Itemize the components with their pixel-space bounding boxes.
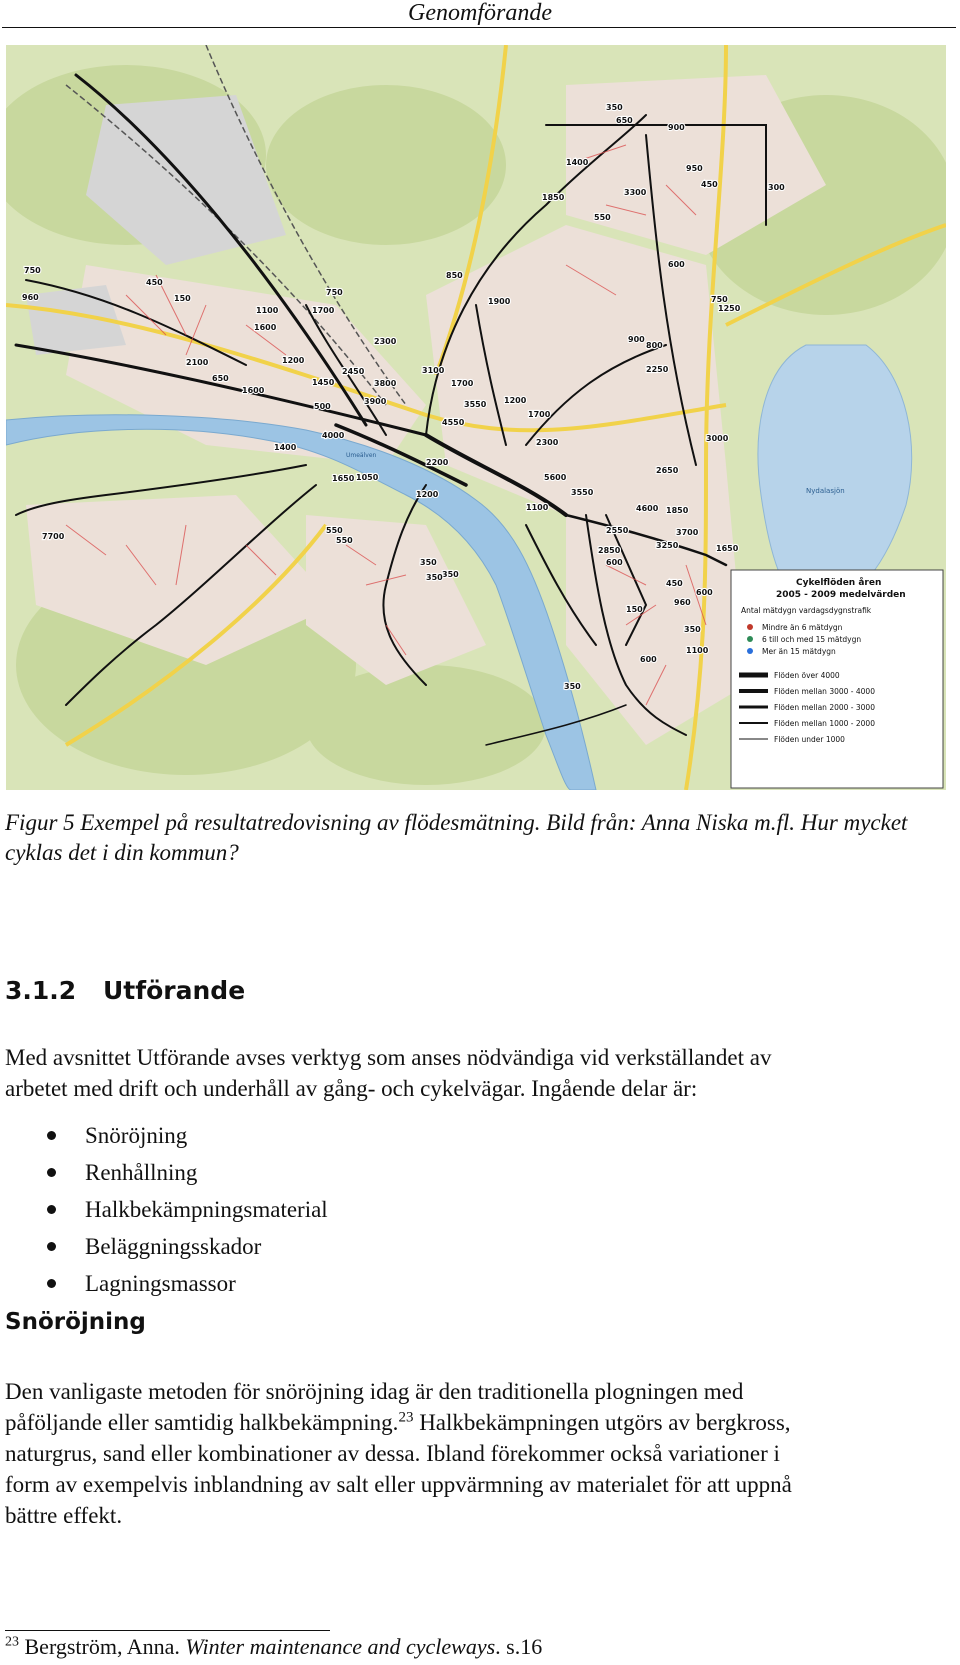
flow-count-label: 1700 — [451, 379, 474, 388]
flow-count-label: 1200 — [282, 356, 305, 365]
flow-count-label: 3700 — [676, 528, 699, 537]
flow-count-label: 2850 — [598, 546, 621, 555]
legend-line-label: Flöden mellan 2000 - 3000 — [774, 703, 875, 712]
flow-count-label: 550 — [336, 536, 353, 545]
legend-line-label: Flöden mellan 3000 - 4000 — [774, 687, 875, 696]
flow-count-label: 550 — [326, 526, 343, 535]
bullet-text: Snöröjning — [85, 1123, 188, 1148]
section-heading — [5, 976, 245, 1006]
flow-count-label: 3300 — [624, 188, 647, 197]
flow-count-label: 650 — [212, 374, 229, 383]
paragraph-text: Halkbekämpningen utgörs av bergkross, — [413, 1410, 791, 1435]
paragraph-text: påföljande eller samtidig halkbekämpning. — [5, 1410, 399, 1435]
flow-count-label: 2300 — [374, 337, 397, 346]
flow-count-label: 3900 — [364, 397, 387, 406]
flow-count-label: 650 — [616, 116, 633, 125]
flow-count-label: 850 — [446, 271, 463, 280]
legend-point-blue — [747, 648, 753, 654]
flow-count-label: 2450 — [342, 367, 365, 376]
flow-count-label: 600 — [606, 558, 623, 567]
footnote-number: 23 — [5, 1634, 19, 1650]
lake-label: Nydalasjön — [806, 487, 845, 495]
figure-caption — [5, 808, 935, 868]
bullet-text: Lagningsmassor — [85, 1271, 236, 1296]
flow-count-label: 150 — [174, 294, 191, 303]
flow-count-label: 300 — [768, 183, 785, 192]
intro-paragraph — [5, 1042, 935, 1104]
flow-count-label: 1400 — [566, 158, 589, 167]
flow-count-label: 1600 — [254, 323, 277, 332]
flow-count-label: 350 — [606, 103, 623, 112]
flow-count-label: 1100 — [686, 646, 709, 655]
flow-count-label: 600 — [640, 655, 657, 664]
legend-line-label: Flöden under 1000 — [774, 735, 845, 744]
flow-count-label: 2200 — [426, 458, 449, 467]
paragraph-line: Den vanligaste metoden för snöröjning idag är den traditionella plogningen med — [5, 1379, 744, 1404]
bullet-dot-icon — [47, 1279, 56, 1288]
bullet-item — [0, 1265, 600, 1302]
bullet-dot-icon — [47, 1242, 56, 1251]
bullet-text: Halkbekämpningsmaterial — [85, 1197, 328, 1222]
flow-count-label: 350 — [564, 682, 581, 691]
paragraph-line: Med avsnittet Utförande avses verktyg som anses nödvändiga vid verkställandet av — [5, 1045, 772, 1070]
caption-line-2: cyklas det i din kommun? — [5, 840, 239, 865]
flow-count-label: 450 — [701, 180, 718, 189]
snow-clearing-paragraph — [5, 1376, 935, 1531]
legend-point-label: 6 till och med 15 mätdygn — [762, 635, 862, 644]
flow-count-label: 900 — [668, 123, 685, 132]
flow-count-label: 550 — [594, 213, 611, 222]
legend-title-1: Cykelflöden åren — [796, 578, 882, 588]
flow-count-label: 3800 — [374, 379, 397, 388]
flow-count-label: 600 — [696, 588, 713, 597]
flow-count-label: 900 — [628, 335, 645, 344]
flow-count-label: 350 — [684, 625, 701, 634]
flow-count-label: 500 — [314, 402, 331, 411]
flow-count-label: 4600 — [636, 504, 659, 513]
flow-count-label: 1650 — [332, 474, 355, 483]
paragraph-line: form av exempelvis inblandning av salt eller uppvärmning av materialet för att uppnå — [5, 1472, 792, 1497]
legend-point-red — [747, 624, 753, 630]
flow-count-label: 1600 — [242, 386, 265, 395]
flow-count-label: 800 — [646, 341, 663, 350]
bullet-dot-icon — [47, 1205, 56, 1214]
bullet-text: Renhållning — [85, 1160, 198, 1185]
flow-count-label: 3250 — [656, 541, 679, 550]
bullet-item — [0, 1228, 600, 1265]
section-number: 3.1.2 — [5, 976, 77, 1005]
flow-count-label: 750 — [24, 266, 41, 275]
flow-count-label: 2550 — [606, 526, 629, 535]
flow-count-label: 450 — [146, 278, 163, 287]
flow-count-label: 350 — [426, 573, 443, 582]
flow-count-label: 2300 — [536, 438, 559, 447]
flow-count-label: 1850 — [542, 193, 565, 202]
paragraph-line: bättre effekt. — [5, 1503, 123, 1528]
footnote-suffix: . s.16 — [495, 1634, 543, 1659]
legend-line-label: Flöden mellan 1000 - 2000 — [774, 719, 875, 728]
footnote-reference[interactable]: 23 — [398, 1409, 414, 1426]
flow-count-label: 1200 — [416, 490, 439, 499]
flow-count-label: 350 — [420, 558, 437, 567]
legend-line-label: Flöden över 4000 — [774, 671, 840, 680]
paragraph-line: arbetet med drift och underhåll av gång- och cykelvägar. Ingående delar är: — [5, 1076, 698, 1101]
flow-count-label: 1200 — [504, 396, 527, 405]
flow-count-label: 1100 — [256, 306, 279, 315]
header-rule — [2, 27, 956, 28]
paragraph-line — [5, 1407, 935, 1438]
flow-count-label: 960 — [674, 598, 691, 607]
flow-count-label: 3550 — [464, 400, 487, 409]
flow-count-label: 2100 — [186, 358, 209, 367]
legend-point-label: Mindre än 6 mätdygn — [762, 623, 843, 632]
flow-count-label: 960 — [22, 293, 39, 302]
flow-count-label: 3550 — [571, 488, 594, 497]
flow-count-label: 4000 — [322, 431, 345, 440]
legend-point-label: Mer än 15 mätdygn — [762, 647, 836, 656]
legend-point-green — [747, 636, 753, 642]
flow-count-label: 1050 — [356, 473, 379, 482]
flow-count-label: 1250 — [718, 304, 741, 313]
subsection-heading: Snöröjning — [5, 1309, 146, 1335]
cycle-flow-map — [6, 45, 946, 790]
flow-count-label: 5600 — [544, 473, 567, 482]
bullet-item — [0, 1191, 600, 1228]
bullet-item — [0, 1117, 600, 1154]
flow-count-label: 1850 — [666, 506, 689, 515]
running-header: Genomförande — [408, 0, 552, 26]
flow-count-label: 150 — [626, 605, 643, 614]
flow-count-label: 950 — [686, 164, 703, 173]
footnote-rule — [5, 1630, 330, 1631]
bullet-list — [0, 1117, 600, 1302]
cycle-flow-map-figure — [6, 45, 946, 790]
flow-count-label: 600 — [668, 260, 685, 269]
flow-count-label: 1900 — [488, 297, 511, 306]
flow-count-label: 3000 — [706, 434, 729, 443]
flow-count-label: 2650 — [656, 466, 679, 475]
flow-count-label: 4550 — [442, 418, 465, 427]
map-legend — [731, 570, 943, 788]
flow-count-label: 2250 — [646, 365, 669, 374]
flow-count-label: 750 — [326, 288, 343, 297]
paragraph-line: naturgrus, sand eller kombinationer av dessa. Ibland förekommer också variationer i — [5, 1441, 780, 1466]
caption-line-1: Figur 5 Exempel på resultatredovisning av flödesmätning. Bild från: Anna Niska m.fl. Hur mycket — [5, 810, 908, 835]
flow-count-label: 450 — [666, 579, 683, 588]
flow-count-label: 1450 — [312, 378, 335, 387]
footnote — [5, 1633, 542, 1661]
flow-count-label: 1700 — [312, 306, 335, 315]
section-title: Utförande — [103, 976, 246, 1005]
flow-count-label: 350 — [442, 570, 459, 579]
footnote-title: Winter maintenance and cycleways — [185, 1634, 496, 1659]
flow-count-label: 1100 — [526, 503, 549, 512]
bullet-dot-icon — [47, 1168, 56, 1177]
flow-count-label: 7700 — [42, 532, 65, 541]
flow-count-label: 3100 — [422, 366, 445, 375]
footnote-author: Bergström, Anna. — [19, 1634, 186, 1659]
bullet-text: Beläggningsskador — [85, 1234, 262, 1259]
flow-count-label: 750 — [711, 295, 728, 304]
flow-count-label: 1700 — [528, 410, 551, 419]
flow-count-label: 1400 — [274, 443, 297, 452]
legend-title-2: 2005 - 2009 medelvärden — [776, 590, 906, 600]
flow-count-label: 1650 — [716, 544, 739, 553]
bullet-dot-icon — [47, 1131, 56, 1140]
legend-subtitle: Antal mätdygn vardagsdygnstrafik — [741, 606, 872, 615]
bullet-item — [0, 1154, 600, 1191]
river-label: Umeälven — [346, 452, 377, 459]
